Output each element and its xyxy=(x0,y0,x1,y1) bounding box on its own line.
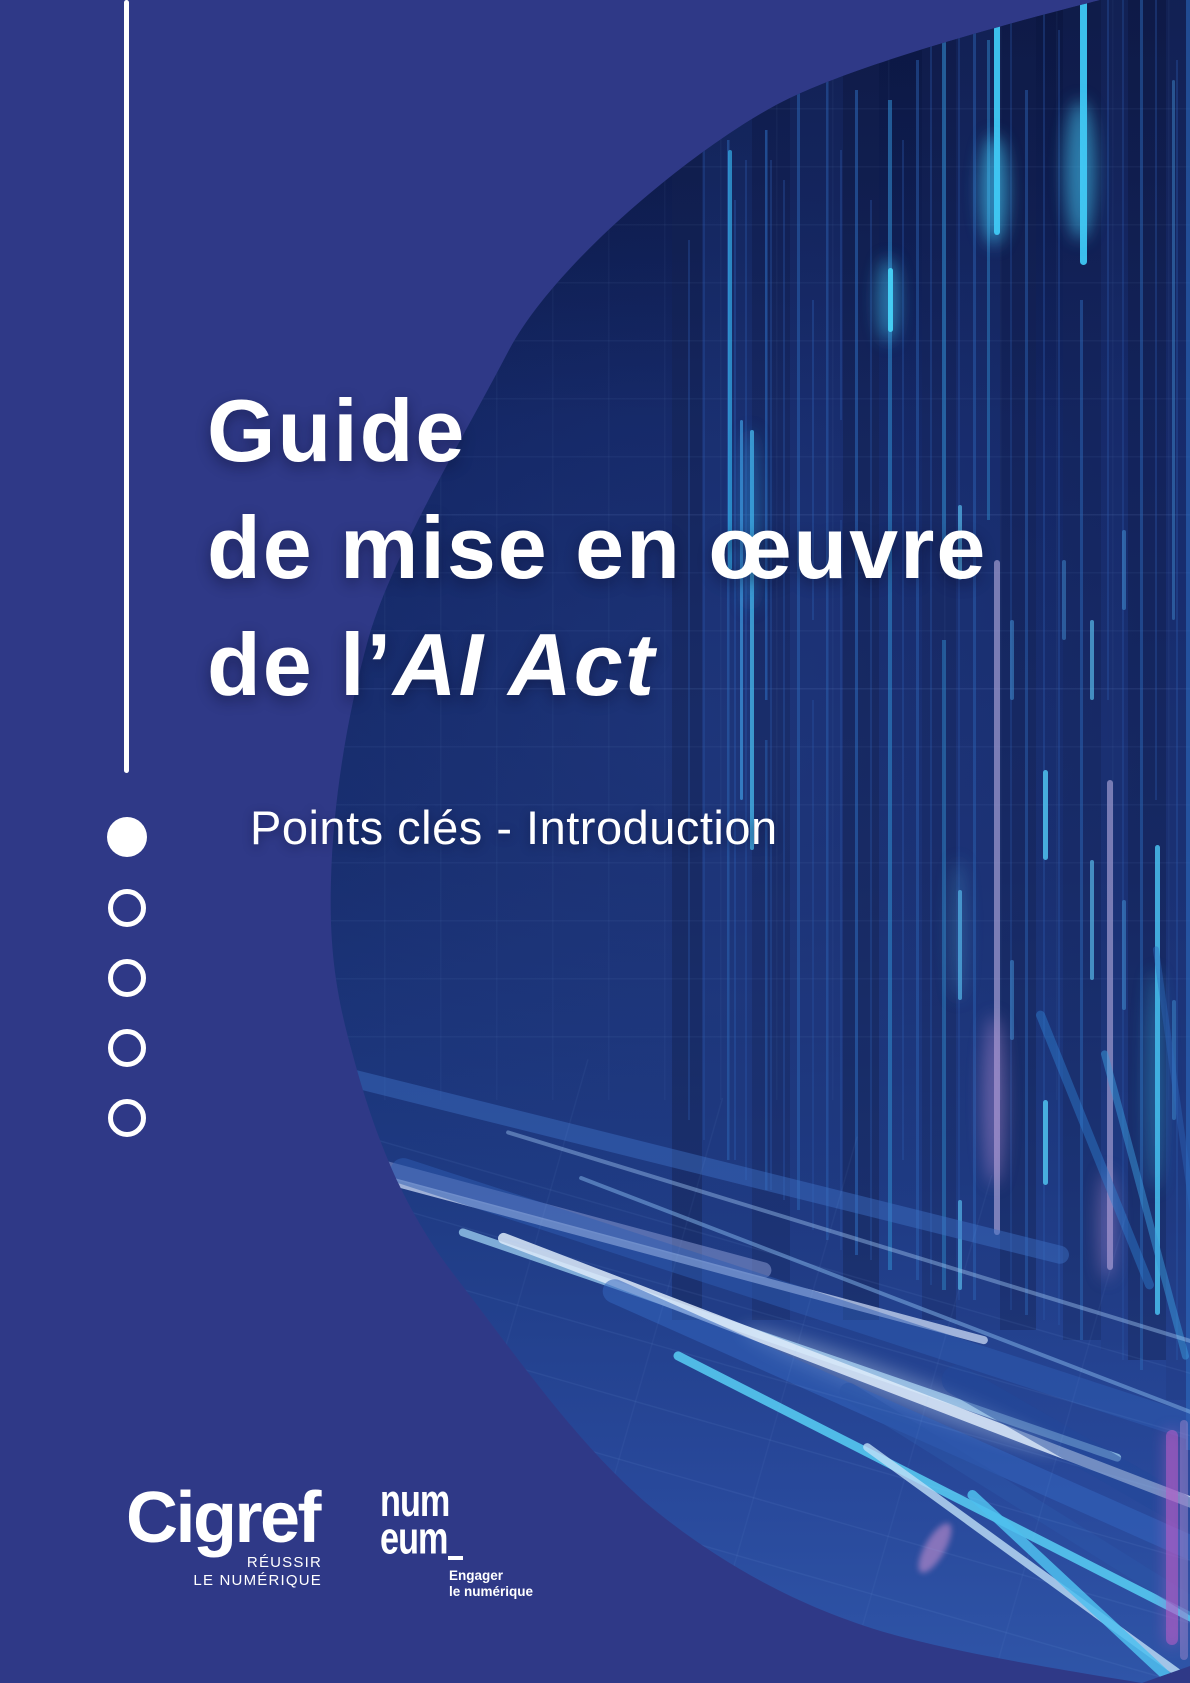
progress-dot xyxy=(108,1029,146,1067)
title-line-3: de l’AI Act xyxy=(207,615,657,714)
progress-dots xyxy=(107,817,147,1137)
title-block xyxy=(207,372,1147,723)
title-line-2: de mise en œuvre xyxy=(207,498,988,597)
cover-title xyxy=(207,372,1147,723)
cigref-tagline-line-2: LE NUMÉRIQUE xyxy=(193,1572,322,1589)
progress-dot xyxy=(108,1099,146,1137)
title-italic-part: AI Act xyxy=(393,615,657,714)
numeum-logo xyxy=(380,1474,560,1599)
progress-dot xyxy=(108,959,146,997)
numeum-tagline-line-1: Engager xyxy=(449,1568,504,1583)
cigref-tagline-line-1: RÉUSSIR xyxy=(246,1554,322,1571)
title-line-1: Guide xyxy=(207,381,467,480)
numeum-tagline xyxy=(449,1568,533,1599)
numeum-underscore-mark xyxy=(448,1556,463,1560)
numeum-wordmark xyxy=(380,1474,551,1564)
cover-subtitle: Points clés - Introduction xyxy=(250,801,778,854)
vertical-rule xyxy=(124,0,129,773)
numeum-wordmark-line-2: eum xyxy=(380,1512,448,1564)
numeum-tagline-line-2: le numérique xyxy=(449,1583,534,1599)
cigref-logo xyxy=(126,1478,322,1590)
cigref-tagline xyxy=(126,1554,322,1590)
progress-dot-active xyxy=(107,817,147,857)
cigref-wordmark: Cigref xyxy=(126,1478,320,1558)
progress-dot xyxy=(108,889,146,927)
numeum-wordmark-line-1: num xyxy=(380,1474,450,1526)
